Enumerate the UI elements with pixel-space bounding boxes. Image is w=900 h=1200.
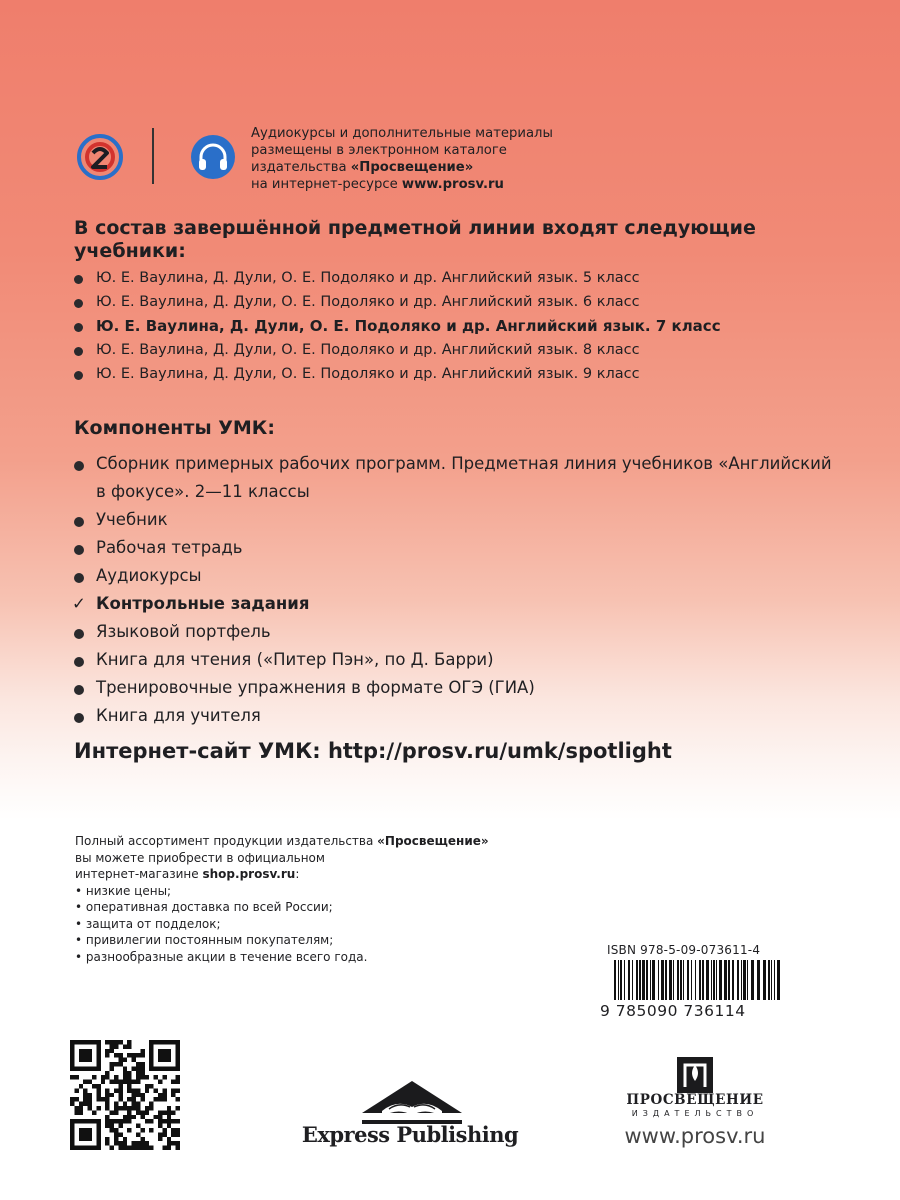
list-item: Учебник [72,506,832,534]
list-item-label: Контрольные задания [96,594,310,613]
list-item: • оперативная доставка по всей России; [75,899,489,916]
list-item-checked [72,590,832,618]
list-item: Книга для учителя [72,702,832,730]
shop-link[interactable]: shop.prosv.ru [202,867,296,881]
components-list [72,450,832,730]
publisher-name: «Просвещение» [377,834,489,848]
prosveshchenie-subtitle: ИЗДАТЕЛЬСТВО [631,1109,759,1118]
publisher-name: «Просвещение» [350,160,474,175]
shop-note [75,833,489,965]
umk-site-link[interactable]: Интернет-сайт УМК: http://prosv.ru/umk/spotlight [74,739,672,763]
audio-note-line: размещены в электронном каталоге [251,143,507,158]
shop-line [75,833,489,850]
list-item: Языковой портфель [72,618,832,646]
prosv-link[interactable]: www.prosv.ru [401,177,504,192]
list-item: Аудиокурсы [72,562,832,590]
prosveshchenie-name: ПРОСВЕЩЕНИЕ [626,1092,764,1108]
audio-note-line [251,176,553,193]
list-item: Тренировочные упражнения в формате ОГЭ (ГИА) [72,674,832,702]
text: на интернет-ресурсе [251,177,402,192]
line-title: В состав завершённой предметной линии входят следующие учебники: [74,217,756,262]
list-item: Ю. Е. Ваулина, Д. Дули, О. Е. Подоляко и др. Английский язык. 6 класс [72,290,832,314]
e-catalog-logo-icon [76,133,124,181]
audio-note [251,125,553,193]
shop-line [75,866,489,883]
books-list [72,266,832,386]
barcode [600,960,782,1034]
list-item: • разнообразные акции в течение всего года. [75,949,489,966]
express-publishing-logo-icon [357,1073,467,1128]
audio-note-line: Аудиокурсы и дополнительные материалы [251,126,553,141]
express-publishing-name: Express Publishing [301,1122,519,1147]
list-item-current: Ю. Е. Ваулина, Д. Дули, О. Е. Подоляко и др. Английский язык. 7 класс [72,314,832,338]
audio-note-line [251,159,553,176]
list-item: Ю. Е. Ваулина, Д. Дули, О. Е. Подоляко и др. Английский язык. 9 класс [72,362,832,386]
benefits-list [75,883,489,966]
text: интернет-магазине [75,867,203,881]
isbn-label: ISBN 978-5-09-073611-4 [607,943,761,957]
prosv-url[interactable]: www.prosv.ru [624,1124,766,1148]
list-item: • низкие цены; [75,883,489,900]
list-item: Ю. Е. Ваулина, Д. Дули, О. Е. Подоляко и др. Английский язык. 8 класс [72,338,832,362]
list-item: Сборник примерных рабочих программ. Предметная линия учебников «Английский в фокусе». 2—11 классы [72,450,832,506]
list-item: Книга для чтения («Питер Пэн», по Д. Барри) [72,646,832,674]
text: : [295,867,300,881]
headphones-icon [190,134,236,180]
list-item: • защита от подделок; [75,916,489,933]
shop-line: вы можете приобрести в официальном [75,850,325,865]
list-item: Рабочая тетрадь [72,534,832,562]
text: издательства [251,160,351,175]
prosveshchenie-logo-icon [675,1055,715,1095]
list-item: Ю. Е. Ваулина, Д. Дули, О. Е. Подоляко и др. Английский язык. 5 класс [72,266,832,290]
header-divider [152,128,154,184]
list-item: • привилегии постоянным покупателям; [75,932,489,949]
qr-code [70,1040,180,1150]
ean-digits: 9 785090 736114 [600,1002,746,1020]
text: Полный ассортимент продукции издательства [75,834,378,848]
components-title: Компоненты УМК: [74,417,275,439]
check-icon: ✓ [72,594,86,613]
